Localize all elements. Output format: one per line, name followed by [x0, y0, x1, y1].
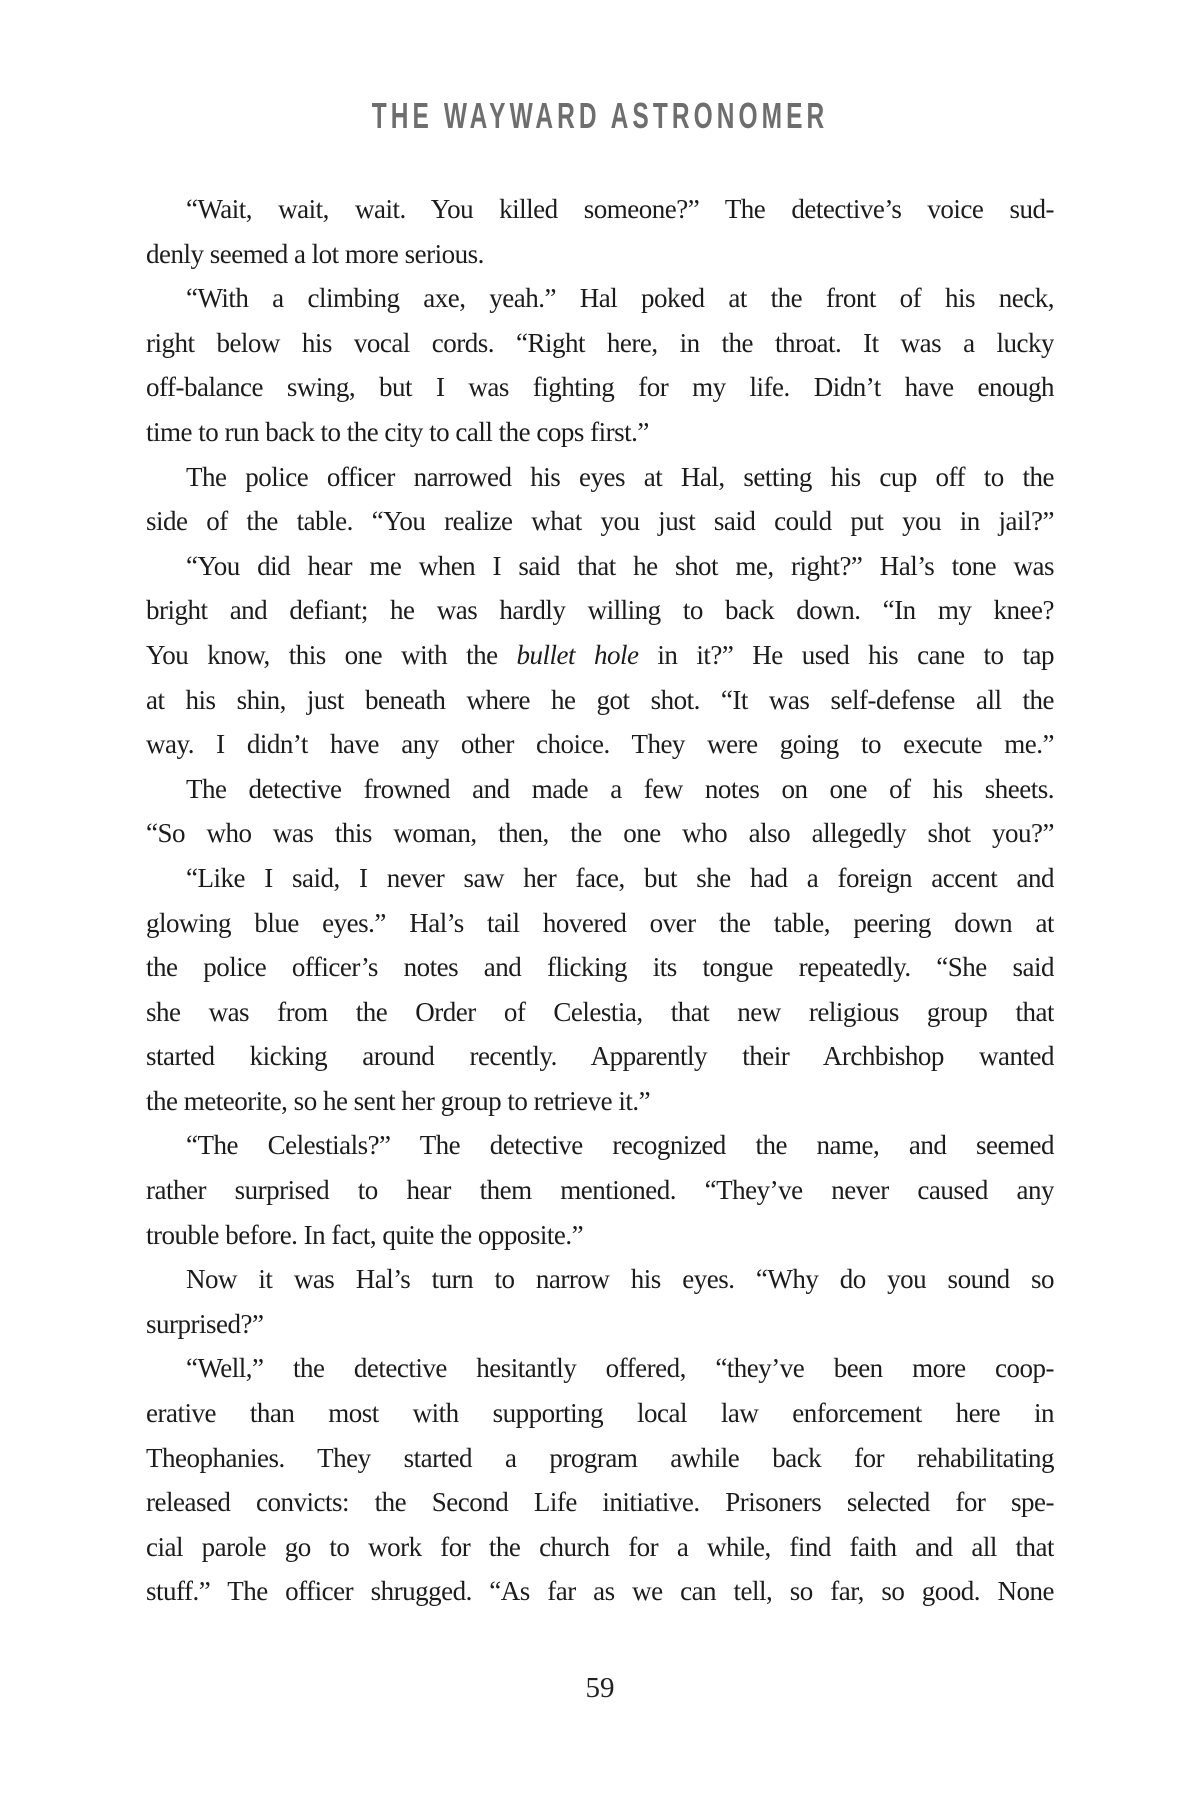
text-line: [146, 410, 1054, 455]
paragraph: [146, 767, 1054, 856]
body-text: cial parole go to work for the church for a while, find faith and all that: [146, 1531, 1054, 1562]
body-text: way. I didn’t have any other choice. They were going to execute me.”: [146, 729, 1054, 760]
body-text: Now it was Hal’s turn to narrow his eyes. “Why do you sound so: [186, 1264, 1054, 1295]
text-line: [146, 1569, 1054, 1614]
text-line: [146, 767, 1054, 812]
body-text: “With a climbing axe, yeah.” Hal poked at the front of his neck,: [186, 283, 1054, 314]
paragraph: [146, 455, 1054, 544]
body-text: in it?” He used his cane to tap: [638, 639, 1054, 670]
body-text: “The Celestials?” The detective recognized the name, and seemed: [186, 1130, 1054, 1161]
body-text: the police officer’s notes and flicking its tongue repeatedly. “She said: [146, 952, 1054, 983]
text-line: [146, 1480, 1054, 1525]
text-line: [146, 1346, 1054, 1391]
text-line: [146, 232, 1054, 277]
text-line: [146, 1525, 1054, 1570]
text-line: [146, 1257, 1054, 1302]
paragraph: [146, 1346, 1054, 1614]
paragraph: [146, 187, 1054, 276]
text-line: [146, 1436, 1054, 1481]
body-text: off-balance swing, but I was fighting for my life. Didn’t have enough: [146, 372, 1054, 403]
body-text: time to run back to the city to call the cops first.”: [146, 416, 649, 447]
text-line: [146, 811, 1054, 856]
body-text: trouble before. In fact, quite the opposite.”: [146, 1219, 584, 1250]
body-text: Theophanies. They started a program awhile back for rehabilitating: [146, 1442, 1054, 1473]
text-line: [146, 1123, 1054, 1168]
italic-text: bullet hole: [516, 639, 639, 670]
body-text: side of the table. “You realize what you just said could put you in jail?”: [146, 506, 1054, 537]
text-line: [146, 722, 1054, 767]
text-line: [146, 276, 1054, 321]
body-text: The police officer narrowed his eyes at Hal, setting his cup off to the: [186, 461, 1054, 492]
body-text: glowing blue eyes.” Hal’s tail hovered over the table, peering down at: [146, 907, 1054, 938]
body-text: started kicking around recently. Apparently their Archbishop wanted: [146, 1041, 1054, 1072]
text-line: [146, 1213, 1054, 1258]
text-line: [146, 321, 1054, 366]
body-text: bright and defiant; he was hardly willing to back down. “In my knee?: [146, 595, 1054, 626]
paragraph: [146, 1123, 1054, 1257]
text-line: [146, 187, 1054, 232]
running-header: THE WAYWARD ASTRONOMER: [371, 95, 829, 136]
paragraph: [146, 276, 1054, 454]
body-text: surprised?”: [146, 1308, 264, 1339]
text-line: [146, 945, 1054, 990]
text-line: [146, 901, 1054, 946]
text-line: [146, 678, 1054, 723]
body-text: The detective frowned and made a few notes on one of his sheets.: [186, 773, 1054, 804]
text-line: [146, 588, 1054, 633]
body-text: erative than most with supporting local law enforcement here in: [146, 1398, 1054, 1429]
text-line: [146, 365, 1054, 410]
text-line: [146, 633, 1054, 678]
page-number: 59: [585, 1672, 615, 1704]
body-text: “Like I said, I never saw her face, but she had a foreign accent and: [186, 862, 1054, 893]
body-text: “Wait, wait, wait. You killed someone?” The detective’s voice sud-: [186, 194, 1054, 224]
text-block: [146, 187, 1054, 1614]
body-text: “Well,” the detective hesitantly offered, “they’ve been more coop-: [186, 1353, 1054, 1384]
body-text: she was from the Order of Celestia, that new religious group that: [146, 996, 1054, 1027]
body-text: released convicts: the Second Life initiative. Prisoners selected for spe-: [146, 1487, 1054, 1518]
body-text: denly seemed a lot more serious.: [146, 238, 484, 269]
body-text: You know, this one with the: [146, 639, 517, 670]
body-text: rather surprised to hear them mentioned. “They’ve never caused any: [146, 1175, 1054, 1206]
body-text: “So who was this woman, then, the one who also allegedly shot you?”: [146, 818, 1054, 849]
text-line: [146, 544, 1054, 589]
body-text: at his shin, just beneath where he got shot. “It was self-defense all the: [146, 684, 1054, 715]
text-line: [146, 1079, 1054, 1124]
paragraph: [146, 544, 1054, 767]
paragraph: [146, 856, 1054, 1124]
text-line: [146, 1168, 1054, 1213]
text-line: [146, 856, 1054, 901]
body-text: the meteorite, so he sent her group to retrieve it.”: [146, 1085, 651, 1116]
paragraph: [146, 1257, 1054, 1346]
text-line: [146, 455, 1054, 500]
body-text: right below his vocal cords. “Right here, in the throat. It was a lucky: [146, 327, 1054, 358]
body-text: stuff.” The officer shrugged. “As far as we can tell, so far, so good. None: [146, 1576, 1054, 1607]
text-line: [146, 1302, 1054, 1347]
body-text: “You did hear me when I said that he shot me, right?” Hal’s tone was: [186, 550, 1054, 581]
text-line: [146, 990, 1054, 1035]
text-line: [146, 1391, 1054, 1436]
text-line: [146, 499, 1054, 544]
text-line: [146, 1034, 1054, 1079]
